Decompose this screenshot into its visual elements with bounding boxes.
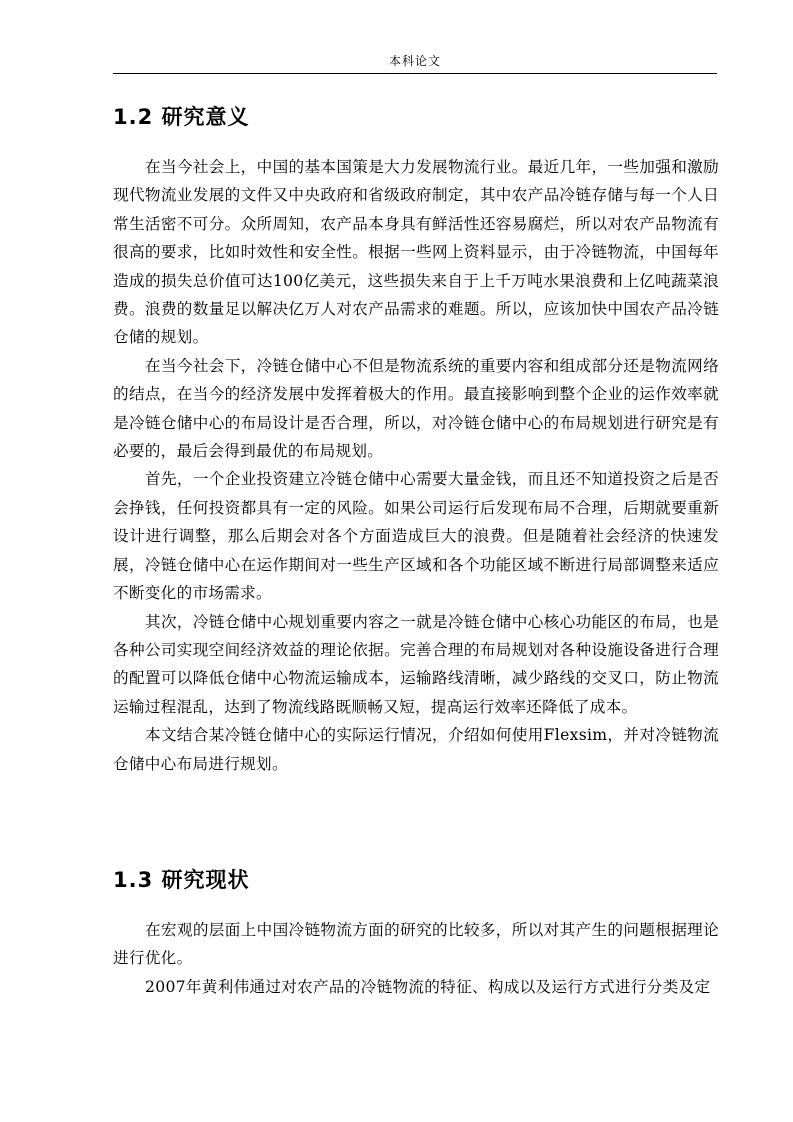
paragraph: 其次，冷链仓储中心规划重要内容之一就是冷链仓储中心核心功能区的布局，也是各种公司实现空间经济效益的理论依据。完善合理的布局规划对各种设施设备进行合理的配置可以降低仓储中心物流运输成本，运输路线清晰，减少路线的交叉口，防止物流运输过程混乱，达到了物流线路既顺畅又短，提高运行效率还降低了成本。: [113, 612, 719, 716]
paragraph: 首先，一个企业投资建立冷链仓储中心需要大量金钱，而且还不知道投资之后是否会挣钱，任何投资都具有一定的风险。如果公司运行后发现布局不合理，后期就要重新设计进行调整，那么后期会对各个方面造成巨大的浪费。但是随着社会经济的快速发展，冷链仓储中心在运作期间对一些生产区域和各个功能区域不断进行局部调整来适应不断变化的市场需求。: [113, 470, 719, 603]
header-rule: [113, 73, 717, 74]
section-heading-1-2: 1.2 研究意义: [113, 105, 250, 129]
section-body-1-3: [113, 916, 719, 1001]
section-heading-1-3: 1.3 研究现状: [113, 868, 250, 892]
paragraph: 在宏观的层面上中国冷链物流方面的研究的比较多，所以对其产生的问题根据理论进行优化。: [113, 921, 719, 968]
paragraph: 在当今社会下，冷链仓储中心不但是物流系统的重要内容和组成部分还是物流网络的结点，在当今的经济发展中发挥着极大的作用。最直接影响到整个企业的运作效率就是冷链仓储中心的布局设计是否合理，所以，对冷链仓储中心的布局规划进行研究是有必要的，最后会得到最优的布局规划。: [113, 356, 719, 461]
section-body-1-2: [113, 153, 719, 778]
paragraph: 2007年黄利伟通过对农产品的冷链物流的特征、构成以及运行方式进行分类及定: [145, 977, 711, 996]
paragraph: 本文结合某冷链仓储中心的实际运行情况，介绍如何使用Flexsim，并对冷链物流仓储中心布局进行规划。: [113, 726, 719, 773]
paragraph: 在当今社会上，中国的基本国策是大力发展物流行业。最近几年，一些加强和激励现代物流业发展的文件又中央政府和省级政府制定，其中农产品冷链存储与每一个人日常生活密不可分。众所周知，农产品本身具有鲜活性还容易腐烂，所以对农产品物流有很高的要求，比如时效性和安全性。根据一些网上资料显示，由于冷链物流，中国每年造成的损失总价值可达100亿美元，这些损失来自于上千万吨水果浪费和上亿吨蔬菜浪费。浪费的数量足以解决亿万人对农产品需求的难题。所以，应该加快中国农产品冷链仓储的规划。: [113, 158, 719, 347]
running-header: 本科论文: [388, 54, 441, 68]
